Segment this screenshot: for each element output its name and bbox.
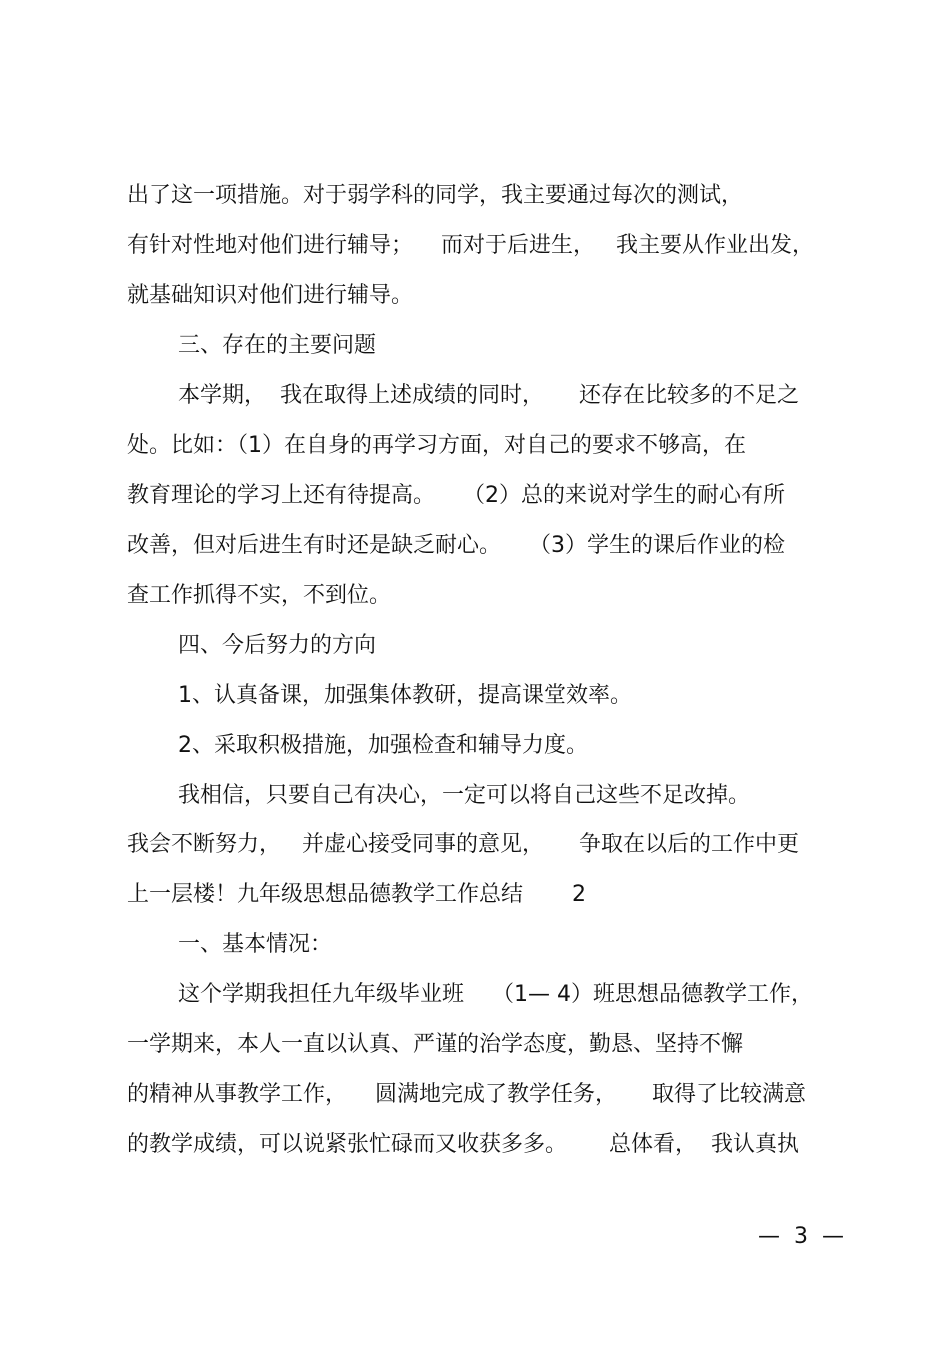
paragraph-line: 本学期， 我在取得上述成绩的同时， 还存在比较多的不足之 — [178, 383, 799, 408]
section-heading: 一、基本情况： — [178, 932, 333, 957]
section-heading: 四、今后努力的方向 — [178, 633, 377, 658]
paragraph-line: 有针对性地对他们进行辅导； 而对于后进生， 我主要从作业出发， — [127, 233, 814, 258]
paragraph-line: 改善，但对后进生有时还是缺乏耐心。 （3）学生的课后作业的检 — [127, 533, 785, 558]
paragraph-line: 出了这一项措施。对于弱学科的同学，我主要通过每次的测试， — [127, 183, 744, 208]
paragraph-line: 查工作抓得不实，不到位。 — [127, 583, 392, 608]
paragraph-line: 一学期来，本人一直以认真、严谨的治学态度，勤恳、坚持不懈 — [127, 1032, 744, 1057]
paragraph-line: 的教学成绩，可以说紧张忙碌而又收获多多。 总体看， 我认真执 — [127, 1132, 799, 1157]
section-heading: 三、存在的主要问题 — [178, 333, 377, 358]
paragraph-line: 教育理论的学习上还有待提高。 （2）总的来说对学生的耐心有所 — [127, 483, 785, 508]
page-number: — 3 — — [758, 1224, 844, 1249]
paragraph-line: 我相信，只要自己有决心，一定可以将自己这些不足改掉。 — [178, 783, 751, 808]
paragraph-line: 就基础知识对他们进行辅导。 — [127, 283, 414, 308]
paragraph-line: 这个学期我担任九年级毕业班 （1— 4）班思想品德教学工作， — [178, 982, 813, 1007]
paragraph-line: 处。比如：（1）在自身的再学习方面，对自己的要求不够高，在 — [127, 433, 746, 458]
paragraph-line: 上一层楼！九年级思想品德教学工作总结 2 — [127, 882, 586, 907]
list-item: 1、认真备课，加强集体教研，提高课堂效率。 — [178, 683, 632, 708]
list-item: 2、采取积极措施，加强检查和辅导力度。 — [178, 733, 588, 758]
paragraph-line: 我会不断努力， 并虚心接受同事的意见， 争取在以后的工作中更 — [127, 832, 799, 857]
paragraph-line: 的精神从事教学工作， 圆满地完成了教学任务， 取得了比较满意 — [127, 1082, 806, 1107]
